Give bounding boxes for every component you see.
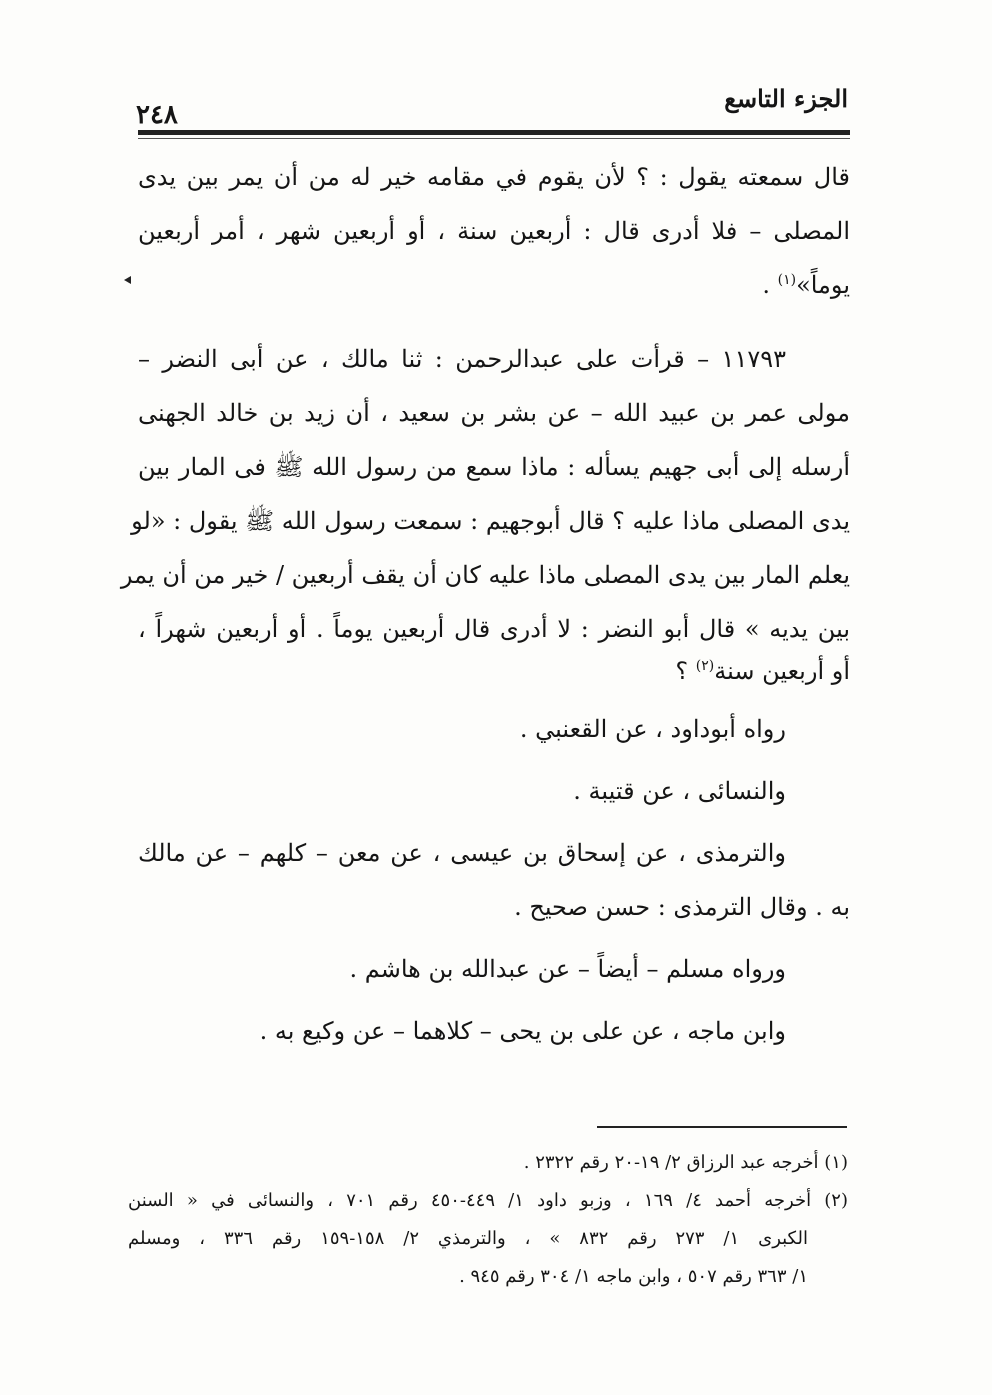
- narration-line: ورواه مسلم – أيضاً – عن عبدالله بن هاشم .: [349, 955, 786, 983]
- text-line: بين يديه » قال أبو النضر : لا أدرى قال أربعين يوماً . أو أربعين شهراً ،: [138, 615, 850, 643]
- footnote-2-cont: الكبرى ١/ ٢٧٣ رقم ٨٣٢ » ، والترمذي ٢/ ١٥٨-١٥٩ رقم ٣٣٦ ، ومسلم: [128, 1228, 808, 1249]
- main-text: [120, 150, 851, 1058]
- footnote-2-cont: ١/ ٣٦٣ رقم ٥٠٧ ، وابن ماجه ١/ ٣٠٤ رقم ٩٤٥ .: [459, 1266, 808, 1287]
- narration-line: والترمذى ، عن إسحاق بن عيسى ، عن معن – كلهم – عن مالك: [138, 839, 786, 867]
- paragraph-continuation: [138, 150, 850, 312]
- margin-marker-icon: [124, 276, 131, 284]
- narration-line: به . وقال الترمذى : حسن صحيح .: [514, 893, 850, 921]
- text-line: يعلم المار بين يدى المصلى ماذا عليه كان أن يقف أربعين / خير من أن يمر: [120, 561, 850, 589]
- text-line: المصلى – فلا أدرى قال : أربعين سنة ، أو أربعين شهر ، أمر أربعين: [138, 217, 851, 245]
- footnote-separator: [597, 1126, 847, 1128]
- narrations-list: [138, 702, 850, 1058]
- text-line: مولى عمر بن عبيد الله – عن بشر بن سعيد ، أن زيد بن خالد الجهنى: [138, 399, 850, 427]
- footnote-2: (٢) أخرجه أحمد ٤/ ١٦٩ ، وزبو داود ١/ ٤٤٩-٤٥٠ رقم ٧٠١ ، والنسائى في « السنن: [128, 1190, 848, 1211]
- text-fragment: أو أربعين سنة: [714, 657, 850, 685]
- footnote-ref: (١): [777, 272, 797, 288]
- text-line: يدى المصلى ماذا عليه ؟ قال أبوجهيم : سمعت رسول الله ﷺ يقول : «لو: [131, 507, 850, 535]
- narration-line: والنسائى ، عن قتيبة .: [573, 777, 786, 805]
- narration-line: رواه أبوداود ، عن القعنبي .: [519, 715, 786, 743]
- text-line: قال سمعته يقول : ؟ لأن يقوم في مقامه خير له من أن يمر بين يدى: [138, 163, 850, 191]
- text-fragment: ؟: [675, 657, 696, 685]
- footnote-1: (١) أخرجه عبد الرزاق ٢/ ١٩-٢٠ رقم ٢٣٢٢ .: [523, 1152, 848, 1173]
- text-line: ١١٧٩٣ – قرأت على عبدالرحمن : ثنا مالك ، عن أبى النضر –: [138, 345, 786, 373]
- page-number: ٢٤٨: [136, 100, 178, 130]
- hadith-paragraph: [120, 332, 850, 686]
- header-rule: [138, 130, 850, 135]
- header-rule-thin: [138, 138, 850, 139]
- text-line: [138, 258, 850, 312]
- text-line: أرسله إلى أبى جهيم يسأله : ماذا سمع من رسول الله ﷺ فى المار بين: [138, 453, 850, 481]
- text-line: [138, 656, 850, 686]
- footnote-ref: (٢): [695, 658, 715, 674]
- footnotes: [128, 1144, 848, 1296]
- text-fragment: يوماً»: [796, 271, 850, 299]
- volume-title: الجزء التاسع: [724, 84, 848, 113]
- running-header: [128, 74, 848, 130]
- text-fragment: .: [762, 271, 778, 299]
- narration-line: وابن ماجه ، عن على بن يحى – كلاهما – عن وكيع به .: [259, 1017, 786, 1045]
